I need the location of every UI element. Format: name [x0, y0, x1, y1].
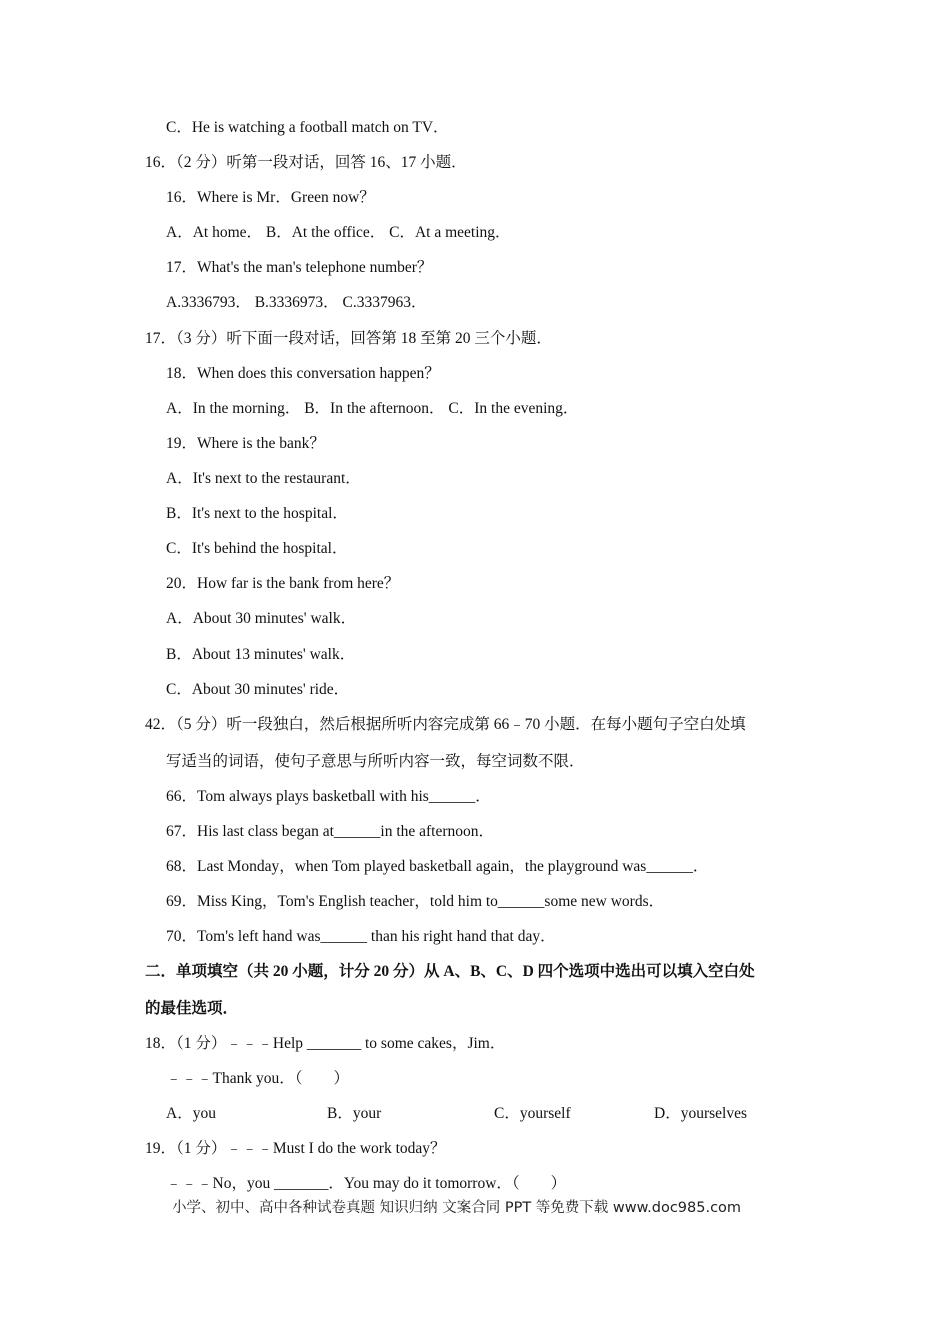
q15-option-c: C．He is watching a football match on TV．: [166, 119, 449, 136]
q19-option-b: B．It's next to the hospital．: [166, 505, 348, 522]
q19-option-c: C．It's behind the hospital．: [166, 540, 348, 557]
q16-header: 16．（2 分）听第一段对话，回答 16、17 小题．: [145, 154, 467, 171]
q16-options: A．At home． B．At the office． C．At a meeting．: [166, 224, 511, 241]
mc19-response: ﹣﹣﹣No，you _______．You may do it tomorrow．（ ）: [166, 1175, 567, 1192]
q42-header: 42．（5 分）听一段独白，然后根据所听内容完成第 66﹣70 小题．在每小题句子空白处填: [145, 716, 746, 733]
q16-question: 16．Where is Mr．Green now？: [166, 189, 375, 206]
q17-header: 17．（3 分）听下面一段对话，回答第 18 至第 20 三个小题．: [145, 330, 552, 347]
q19-question: 19．Where is the bank？: [166, 435, 325, 452]
q19-option-a: A．It's next to the restaurant．: [166, 470, 361, 487]
section-2-title-cont: 的最佳选项．: [145, 1000, 239, 1017]
mc18-option-c: C．yourself: [494, 1105, 571, 1122]
q17-options: A.3336793． B.3336973． C.3337963．: [166, 294, 427, 311]
q20-question: 20．How far is the bank from here？: [166, 575, 400, 592]
mc18-option-a: A．you: [166, 1105, 216, 1122]
q67: 67．His last class began at______in the afternoon．: [166, 823, 495, 840]
footer-watermark: 小学、初中、高中各种试卷真题 知识归纳 文案合同 PPT 等免费下载 www.doc985.com: [172, 1200, 742, 1216]
mc18-response: ﹣﹣﹣Thank you．（ ）: [166, 1070, 349, 1087]
q69: 69．Miss King，Tom's English teacher，told him to______some new words．: [166, 893, 665, 910]
q68: 68．Last Monday，when Tom played basketball again，the playground was______．: [166, 858, 709, 875]
q18-options: A．In the morning． B．In the afternoon． C．In the evening．: [166, 400, 579, 417]
mc18-option-d: D．yourselves: [654, 1105, 747, 1122]
q20-option-c: C．About 30 minutes' ride．: [166, 681, 350, 698]
q70: 70．Tom's left hand was______ than his right hand that day．: [166, 928, 556, 945]
q66: 66．Tom always plays basketball with his______．: [166, 788, 491, 805]
q20-option-a: A．About 30 minutes' walk．: [166, 610, 357, 627]
q17-question: 17．What's the man's telephone number？: [166, 259, 433, 276]
mc19-question: 19．（1 分）﹣﹣﹣Must I do the work today？: [145, 1140, 446, 1157]
mc18-question: 18．（1 分）﹣﹣﹣Help _______ to some cakes，Jim．: [145, 1035, 506, 1052]
mc18-option-b: B．your: [327, 1105, 382, 1122]
q18-question: 18．When does this conversation happen？: [166, 365, 440, 382]
section-2-title: 二．单项填空（共 20 小题，计分 20 分）从 A、B、C、D 四个选项中选出可以填入空白处: [145, 963, 755, 980]
q20-option-b: B．About 13 minutes' walk．: [166, 646, 356, 663]
q42-header-cont: 写适当的词语，使句子意思与所听内容一致，每空词数不限．: [166, 753, 585, 770]
